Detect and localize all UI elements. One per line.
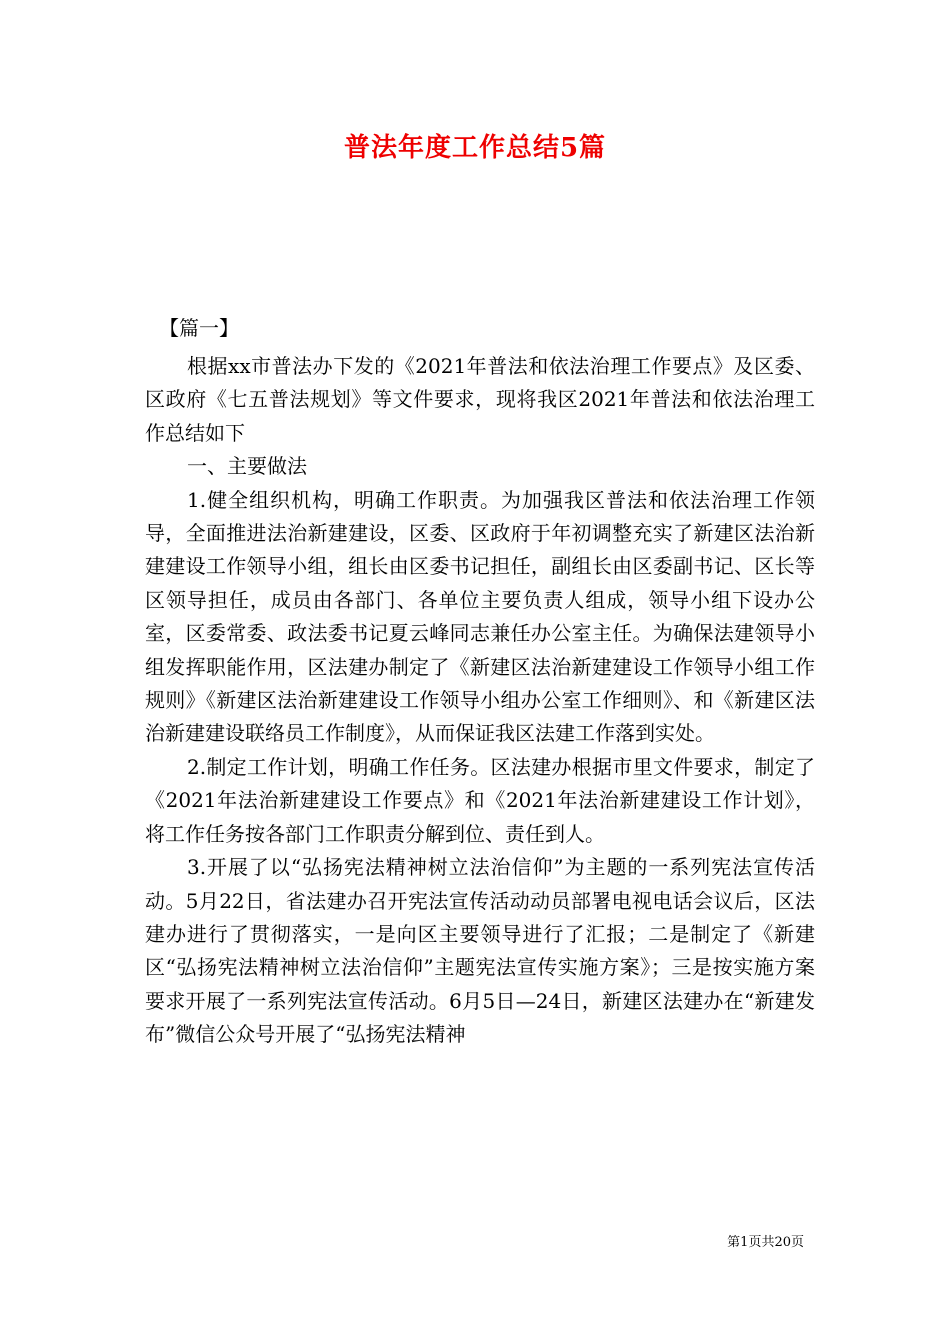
document-body	[145, 306, 815, 1052]
section-label: 【篇一】	[159, 316, 239, 340]
paragraph-intro: 根据xx市普法办下发的《2021年普法和依法治理工作要点》及区委、区政府《七五普法规划》等文件要求，现将我区2021年普法和依法治理工作总结如下	[145, 354, 815, 445]
page-number: 第1页共20页	[727, 1235, 804, 1250]
document-title: 普法年度工作总结5篇	[343, 133, 607, 163]
heading-main-practices: 一、主要做法	[187, 454, 307, 479]
paragraph-item-3: 3.开展了以“弘扬宪法精神树立法治信仰”为主题的一系列宪法宣传活动。5月22日，省法建办召开宪法宣传活动动员部署电视电话会议后，区法建办进行了贯彻落实，一是向区主要领导进行了汇报；二是制定了《新建区“弘扬宪法精神树立法治信仰”主题宪法宣传实施方案》；三是按实施方案要求开展了一系列宪法宣传活动。6月5日—24日，新建区法建办在“新建发布”微信公众号开展了“弘扬宪法精神	[145, 855, 815, 1047]
paragraph-item-2: 2.制定工作计划，明确工作任务。区法建办根据市里文件要求，制定了《2021年法治新建建设工作要点》和《2021年法治新建建设工作计划》，将工作任务按各部门工作职责分解到位、责任到人。	[145, 754, 815, 846]
paragraph-item-1: 1.健全组织机构，明确工作职责。为加强我区普法和依法治理工作领导，全面推进法治新建建设，区委、区政府于年初调整充实了新建区法治新建建设工作领导小组，组长由区委书记担任，副组长由区委副书记、区长等区领导担任，成员由各部门、各单位主要负责人组成，领导小组下设办公室，区委常委、政法委书记夏云峰同志兼任办公室主任。为确保法建领导小组发挥职能作用，区法建办制定了《新建区法治新建建设工作领导小组工作规则》《新建区法治新建建设工作领导小组办公室工作细则》、和《新建区法治新建建设联络员工作制度》，从而保证我区法建工作落到实处。	[145, 487, 815, 746]
